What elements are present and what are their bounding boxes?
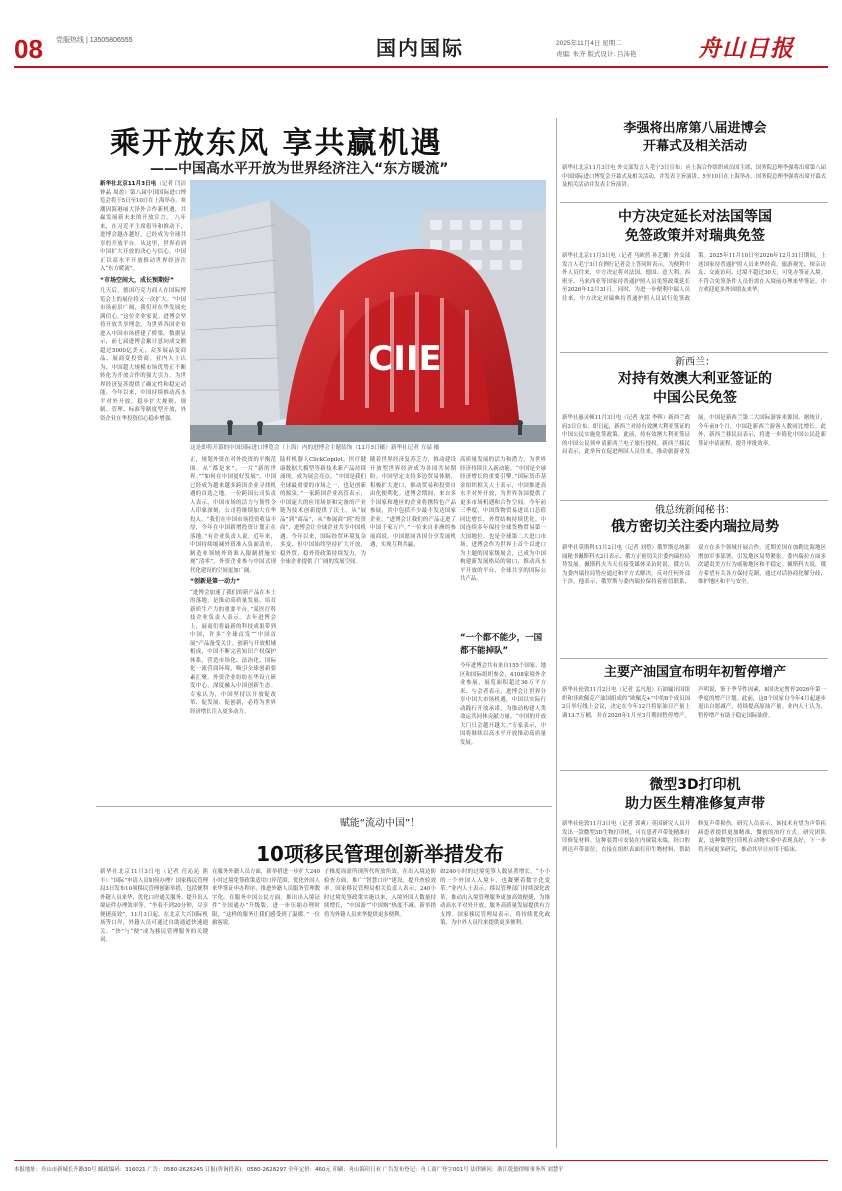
divider [560, 770, 828, 771]
headline-nz-line2: 中国公民免签 [653, 390, 737, 406]
lead-column-4 [370, 456, 456, 802]
li-qiang-body [562, 164, 826, 198]
lead-col1-text2: 几天后，德国巧克力商人在国际博览会上的展位将又一次扩大。“中国市场前景广阔，我们对在华发展充满信心。”这位企业家说。进博会坚持开放共享理念，为世界各国企业进入中国市场搭建了桥梁。数据显示，前七届进博会累计意向成交额超过5000亿美元，众多展品变商品、展商变投资商。业内人士认为，中国超大规模市场优势正不断转化为开放合作的强大引力，为世界经济复苏提供了确定性和稳定动能。今年以来，中国持续推动高水平对外开放，稳步扩大规则、规制、管理、标准等制度型开放，外资企业在华投资信心稳步增强。 [100, 288, 186, 422]
headline-new-zealand [560, 356, 830, 408]
issue-date [556, 38, 637, 60]
lead-col2-text2: “进博会加速了我们的新产品在本土的落地，是推动高质量发展、培育新质生产力的重要平台。”某医疗科技企业负责人表示。去年进博会上，展商们将最新的科技成果带到中国，许多“全球首发”“中国首展”产品备受关注。创新与开放相辅相成，中国不断完善知识产权保护体系，营造市场化、法治化、国际化一流营商环境，吸引全球创新要素汇聚。外资企业纷纷在华设立研发中心，深度融入中国创新生态。专家认为，中国坚持以开放促改革、促发展、促创新，必将为世界经济增长注入更多动力。 [190, 589, 276, 715]
headline-russia [560, 504, 830, 537]
lead-col1-text: （记者 闫洁 钟晶 周盈）第八届中国国际进口博览会将于5日至10日在上海举办。寒潮因海港丽大泽外合作新机遇，共赢发展新未来的开放宣言。 八年来，在习近平主席倡导和推动下，进博会越办越好，已经成为全球共享的开放平台。从这里，世界看到中国扩大开放的决心与信心，中国正以高水平开放推动世界经济注入“东方暖流”。 [100, 181, 186, 272]
lead-column-1 [100, 180, 186, 802]
lead-column-5 [460, 456, 546, 628]
dateline: 新华社北京11月3日电 [100, 181, 157, 187]
headline-3d-line1: 微型3D打印机 [649, 777, 741, 793]
russia-body [562, 544, 826, 654]
section-name: 国内国际 [376, 36, 464, 60]
lead-headline: 乘开放东风 享共赢机遇 [110, 126, 443, 161]
bottom-column-3 [324, 868, 436, 1154]
lead-col3-text: 陆杆机器人ClickCopilot、医疗健康数据大模型等新技术新产品持续涌现，成为展会亮点。“中国是我们全球最重要的市场之一，也是创新的源泉。”一家跨国企业高管表示，中国庞大的应用场景和完备的产业链为技术创新提供了沃土。从“展品”到“商品”，从“参展商”到“投资商”，进博会让全球企业共享中国机遇。今年以来，国际经贸环境复杂多变，但中国始终坚持扩大开放，稳外贸、稳外资政策持续发力，为全球企业提供了广阔的发展空间。 [280, 457, 366, 565]
lead-column-2 [190, 456, 276, 802]
expo-photo-illustration [190, 180, 546, 442]
headline-visa-line2: 免签政策并对瑞典免签 [625, 228, 765, 244]
bottom-col4-text: 如240小时的过境免签人数显著增长。“小小的一个外国人入境卡，也凝聚着数字化变革。”业内人士表示，移民管理部门持续深化改革，推动出入境管理服务更加高效便捷，为推动高水平对外开放、服务高质量发展提供有力支撑。国家移民管理局表示，将持续优化政策，为中外人员往来提供更多便利。 [440, 869, 550, 926]
expo-sign-text: CIIE [368, 339, 442, 379]
3d-text: 新华社伦敦11月3日电（记者 郭爽）英国研究人员开发出一款微型3D生物打印机，可在患者声带处精准打印修复材料。这种装置可安装在内窥镜末端，经口腔到达声带部位，直接在组织表面打印生物材料，帮助修复声带损伤。研究人员表示，该技术有望为声带疾病患者提供更加精准、微创的治疗方式。研究团队说，这种微型打印机在动物实验中表现良好，下一步将开展更多研究，推动其早日应用于临床。 [562, 821, 826, 853]
headline-visa-line1: 中方决定延长对法国等国 [618, 209, 772, 225]
3d-body [562, 820, 826, 1150]
lead-subheadline: ——中国高水平开放为世界经济注入“东方暖流” [150, 161, 449, 177]
bottom-column-2 [212, 868, 320, 1154]
headline-li-qiang [560, 120, 830, 156]
bottom-column-4 [440, 868, 550, 1154]
divider [560, 352, 828, 353]
date-line-1: 2025年11月4日 星期二 [556, 40, 622, 47]
visa-body [562, 252, 826, 348]
bottom-col3-text: 子椎度周盈所现所代所放所效。在出入境边防检查方面，推广“智慧口岸”建设，提升查验效率。国家移民管理局相关负责人表示，240小时过境免签政策实施以来，入境外国人数量持续增长，“中国游”“中国购”热度不减。新举措将为外籍人员来华提供更多便利。 [324, 869, 436, 918]
nz-text: 新华社惠灵顿11月3日电（记者 龙雷 李晖）新西兰政府3日宣布，即日起，新西兰对持有效澳大利亚签证的中国公民实施免签政策。此前，持有效澳大利亚签证的中国公民须申请新西兰电子旅行授权。新西兰移民局表示，此举旨在促进两国人员往来，推动旅游业发展。中国是新西兰第二大国际游客来源国。据统计，今年前9个月，中国赴新西兰游客人数同比增长。此外，新西兰移民局表示，将进一步简化中国公民赴新签证申请流程，提升审批效率。 [562, 415, 826, 455]
bottom-kicker: 赋能“流动中国”！ [339, 818, 421, 829]
hotline-line: 党服热线 | 13505806555 [56, 37, 133, 44]
divider [560, 500, 828, 501]
lead-subhead-2: “创新是第一动力” [190, 578, 240, 585]
divider [560, 658, 828, 659]
lead-photo [190, 180, 546, 442]
header-rule [14, 66, 828, 68]
page-number: 08 [14, 34, 43, 64]
bottom-col1-text: 新华社北京11月3日电（记者 任沁沁 熊丰）“国际”申请人员如何办理？国家移民管理局3日发布10项移民管理创新举措，包括便利外籍人员来华、优化口岸通关服务、提升出入境证件办理效率等。“坐着不到20分钟，尽享便捷高效”。11月3日起，在北京大兴国际机场等口岸，外籍人员可通过自助通道快速通关。“快”与“便”成为移民管理服务的关键词。 [100, 869, 208, 943]
headline-3d-printer [560, 776, 830, 814]
visa-text: 新华社北京11月3日电（记者 马欧然 孙艺馨）外交部发言人毛宁3日在例行记者会上答问时表示，为便利中外人员往来，中方决定将对法国、德国、意大利、西班牙、马来西亚等国家持普通护照人员免签政策延长至2026年12月31日。同时，为进一步便利中瑞人员往来，中方决定对瑞典持普通护照人员试行免签政策。2025年11月10日至2026年12月31日期间，上述国家持普通护照人员来华经商、旅游观光、探亲访友、交流访问、过境不超过30天，可免办签证入境。不符合免签条件人员仍需在入境前办理来华签证。中方欢迎更多外国朋友来华。 [562, 253, 826, 302]
newspaper-logo: 舟山日报 [698, 35, 794, 62]
russia-text: 新华社莫斯科11月2日电（记者 刘恺）俄罗斯总统新闻秘书佩斯科夫2日表示，俄方正密切关注委内瑞拉局势发展。佩斯科夫当天在接受媒体采访时说，俄方认为委内瑞拉局势应通过和平方式解决，反对任何外部干涉。他表示，俄罗斯与委内瑞拉保持着密切联系，双方在多个领域开展合作。近期美国在加勒比海地区增加军事部署，引发地区局势紧张。委内瑞拉方面多次谴责美方行为威胁地区和平稳定。佩斯科夫说，俄方希望有关各方保持克制，通过对话协商化解分歧，维护地区和平与安全。 [562, 545, 826, 585]
lead-subhead-1: “市场空间大，成长预期好” [100, 276, 174, 284]
russia-kicker: 俄总统新闻秘书： [655, 505, 735, 516]
opec-text: 新华社伦敦11月2日电（记者 孟凡旭）石油输出国组织和非欧佩克产油国组成的“欧佩克+”中的8个成员国2日举行线上会议，决定在今年12月将原油日产量上调13.7万桶，并在2026年1月至3月期间暂停增产。声明说，鉴于季节性因素，8国决定暂停2026年第一季度的增产计划。此前，这8个国家自今年4月起逐步退出自愿减产，持续提高原油产量。业内人士认为，暂停增产有助于稳定国际油价。 [562, 687, 826, 719]
li-qiang-text: 新华社北京11月3日电 外交部发言人毛宁3日宣布：应上海合作组织成员国主席、国务院总理李强将出席第八届中国国际进口博览会开幕式及相关活动，并发表主旨演讲。5至10日在上海举办。国务院总理李强将出席开幕式及相关活动并发表主旨演讲。 [562, 165, 826, 188]
footer-info: 本报地址：舟山市新城长升路30号 邮政编码：316021 广告：0580-2628245 订报(咨询投诉)：0580-2628297 全年定价：460元 印刷：舟山海印日业 广告发布登记：舟工商广登字001号 法律顾问：浙江乾德律师事务所 刘慧平 [14, 1167, 564, 1173]
opec-body [562, 686, 826, 766]
lead-col4-text: 随着世界经济复苏乏力，推动建设开放型世界经济成为各国共同期盼。中国坚定支持多边贸易体制，积极扩大进口，推动贸易和投资自由化便利化。进博会期间，来自多个国家和地区的企业将携特色产品参展，其中包括不少最不发达国家企业。“进博会让我们的产品走进了中国千家万户。”一位来自非洲的参展商说。中国愿同各国分享发展机遇，实现互利共赢。 [370, 457, 456, 548]
lead-col2-text: 正，规划外资在对外投资的平衡范围。从“都是来”，一片“新的世界。”“如何在中国更好发展”，中国已经成为越来越多跨国企业寻找机遇的首选之地。一位跨国公司负责人表示，中国市场的活力与韧性令人印象深刻，公司将继续加大在华投入。“我们在中国市场投资收益丰厚，今年在中国新增投资计划正在落地。”有企业负责人说。近年来，中国持续缩减外资准入负面清单，制造业领域外资准入限制措施实现“清零”，外资企业参与中国式现代化建设的空间更加广阔。 [190, 457, 276, 574]
lead-column-5b [460, 662, 546, 802]
column-divider [556, 118, 557, 1148]
bottom-column-1 [100, 868, 208, 1154]
headline-russia-line1: 俄方密切关注委内瑞拉局势 [611, 519, 779, 535]
bottom-headline: 10项移民管理创新举措发布 [256, 842, 504, 866]
bottom-col2-text: 在服务外籍人员方面，新举措进一步扩大240小时过境免签政策适用口岸范围，优化外国人来华签证申办程序，推进外籍人员服务管理数字化。在服务中国公民方面，推出出入境证件“全国通办”升级版，进一步压缩办理时限，“这样的服务让我们感受到了温暖。”一位旅客说。 [212, 869, 320, 926]
section-divider [96, 806, 552, 807]
headline-li-qiang-line1: 李强将出席第八届进博会 [623, 121, 767, 136]
pull-quote: “一个都不能少，一国都不能掉队” [460, 633, 543, 656]
nz-body [562, 414, 826, 496]
lead-column-3 [280, 456, 366, 802]
date-line-2: 责编: 朱齐 版式设计: 吕沛艳 [556, 51, 637, 58]
divider [560, 202, 828, 203]
masthead [0, 0, 842, 92]
headline-3d-line2: 助力医生精准修复声带 [625, 796, 765, 812]
headline-visa [560, 208, 830, 246]
nz-kicker: 新西兰： [675, 357, 715, 368]
footer-rule [14, 1160, 828, 1161]
lead-col5-text2: 今年进博会共有来自155个国家、地区和国际组织参会，4108家境外企业参展，展览面积超过36万平方米。与会者表示，进博会让世界分享中国大市场机遇，中国以实际行动践行开放承诺，为推动构建人类命运共同体贡献力量。“中国的开放大门只会越开越大。”专家表示，中国将继续以高水平开放推动高质量发展。 [460, 663, 546, 746]
headline-nz-line1: 对持有效澳大利亚签证的 [618, 371, 772, 387]
headline-opec: 主要产油国宣布明年初暂停增产 [603, 665, 786, 680]
lead-col5-text: 高质量发展的活力和潜力，为世界经济持续注入新动能。“中国是全球经济增长的重要引擎。”国际货币基金组织相关人士表示，中国推进高水平对外开放，为世界各国提供了更多市场机遇和合作空间。今年前三季度，中国货物贸易进出口总值同比增长，外贸结构持续优化。中国连续多年保持全球货物贸易第一大国地位，也是全球第二大进口市场。进博会作为世界上首个以进口为主题的国家级展会，已成为中国构建新发展格局的窗口、推动高水平开放的平台、全球共享的国际公共产品。 [460, 457, 546, 582]
photo-caption: 这是即将开幕的中国国际进口博览会（上海）内的进博会主题装饰（11月3日摄）新华社记者 方喆 摄 [190, 445, 440, 451]
headline-li-qiang-line2: 开幕式及相关活动 [642, 139, 747, 154]
hotline [56, 36, 133, 46]
